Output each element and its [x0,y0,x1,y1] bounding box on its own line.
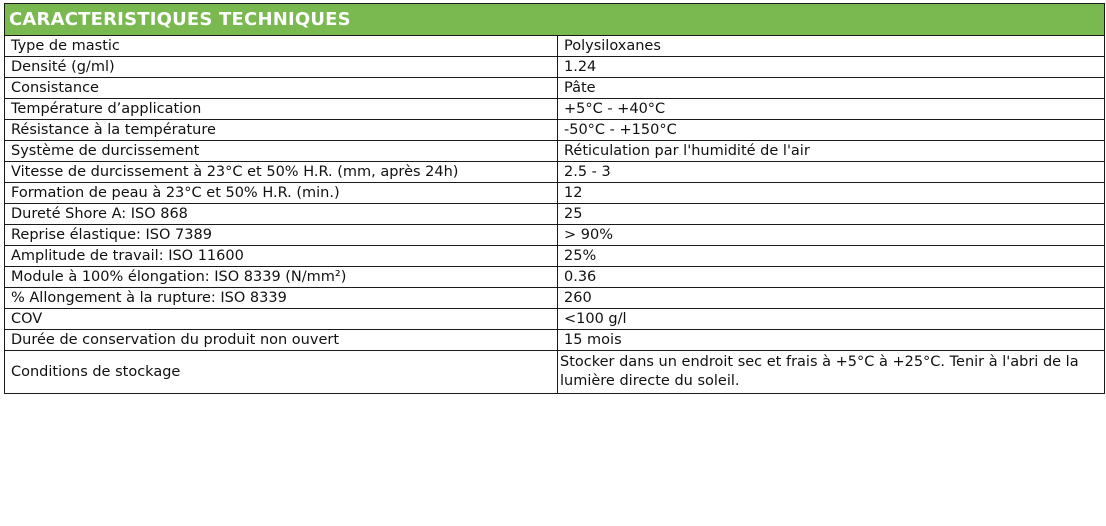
row-label: Dureté Shore A: ISO 868 [5,204,558,225]
row-label: COV [5,309,558,330]
row-label: Conditions de stockage [5,351,558,394]
table-row [5,288,1105,309]
row-value: 0.36 [558,267,1105,288]
row-label: Module à 100% élongation: ISO 8339 (N/mm²) [5,267,558,288]
row-value: 15 mois [558,330,1105,351]
technical-characteristics-table [4,3,1105,394]
row-label: % Allongement à la rupture: ISO 8339 [5,288,558,309]
table-row [5,267,1105,288]
table-row [5,99,1105,120]
table-row [5,120,1105,141]
table-row [5,57,1105,78]
table-row [5,330,1105,351]
row-value: Stocker dans un endroit sec et frais à +5°C à +25°C. Tenir à l'abri de la lumière directe du soleil. [558,351,1105,394]
row-value: Polysiloxanes [558,36,1105,57]
row-label: Formation de peau à 23°C et 50% H.R. (min.) [5,183,558,204]
table-row [5,246,1105,267]
row-label: Amplitude de travail: ISO 11600 [5,246,558,267]
row-value: 1.24 [558,57,1105,78]
row-label: Durée de conservation du produit non ouvert [5,330,558,351]
table-row [5,183,1105,204]
row-value: > 90% [558,225,1105,246]
table-row [5,162,1105,183]
table-row [5,351,1105,394]
row-label: Système de durcissement [5,141,558,162]
table-row [5,141,1105,162]
row-label: Vitesse de durcissement à 23°C et 50% H.R. (mm, après 24h) [5,162,558,183]
table-title: CARACTERISTIQUES TECHNIQUES [5,4,1105,36]
row-value: -50°C - +150°C [558,120,1105,141]
table-row [5,204,1105,225]
row-value: Réticulation par l'humidité de l'air [558,141,1105,162]
row-value: 260 [558,288,1105,309]
row-value: 25 [558,204,1105,225]
row-label: Type de mastic [5,36,558,57]
row-value: 12 [558,183,1105,204]
table-row [5,225,1105,246]
table-row [5,309,1105,330]
row-label: Consistance [5,78,558,99]
row-label: Résistance à la température [5,120,558,141]
row-label: Température d’application [5,99,558,120]
row-label: Reprise élastique: ISO 7389 [5,225,558,246]
row-value: +5°C - +40°C [558,99,1105,120]
table-row [5,78,1105,99]
row-value: 2.5 - 3 [558,162,1105,183]
row-label: Densité (g/ml) [5,57,558,78]
row-value: <100 g/l [558,309,1105,330]
row-value: Pâte [558,78,1105,99]
table-header-row [5,4,1105,36]
table-row [5,36,1105,57]
row-value: 25% [558,246,1105,267]
